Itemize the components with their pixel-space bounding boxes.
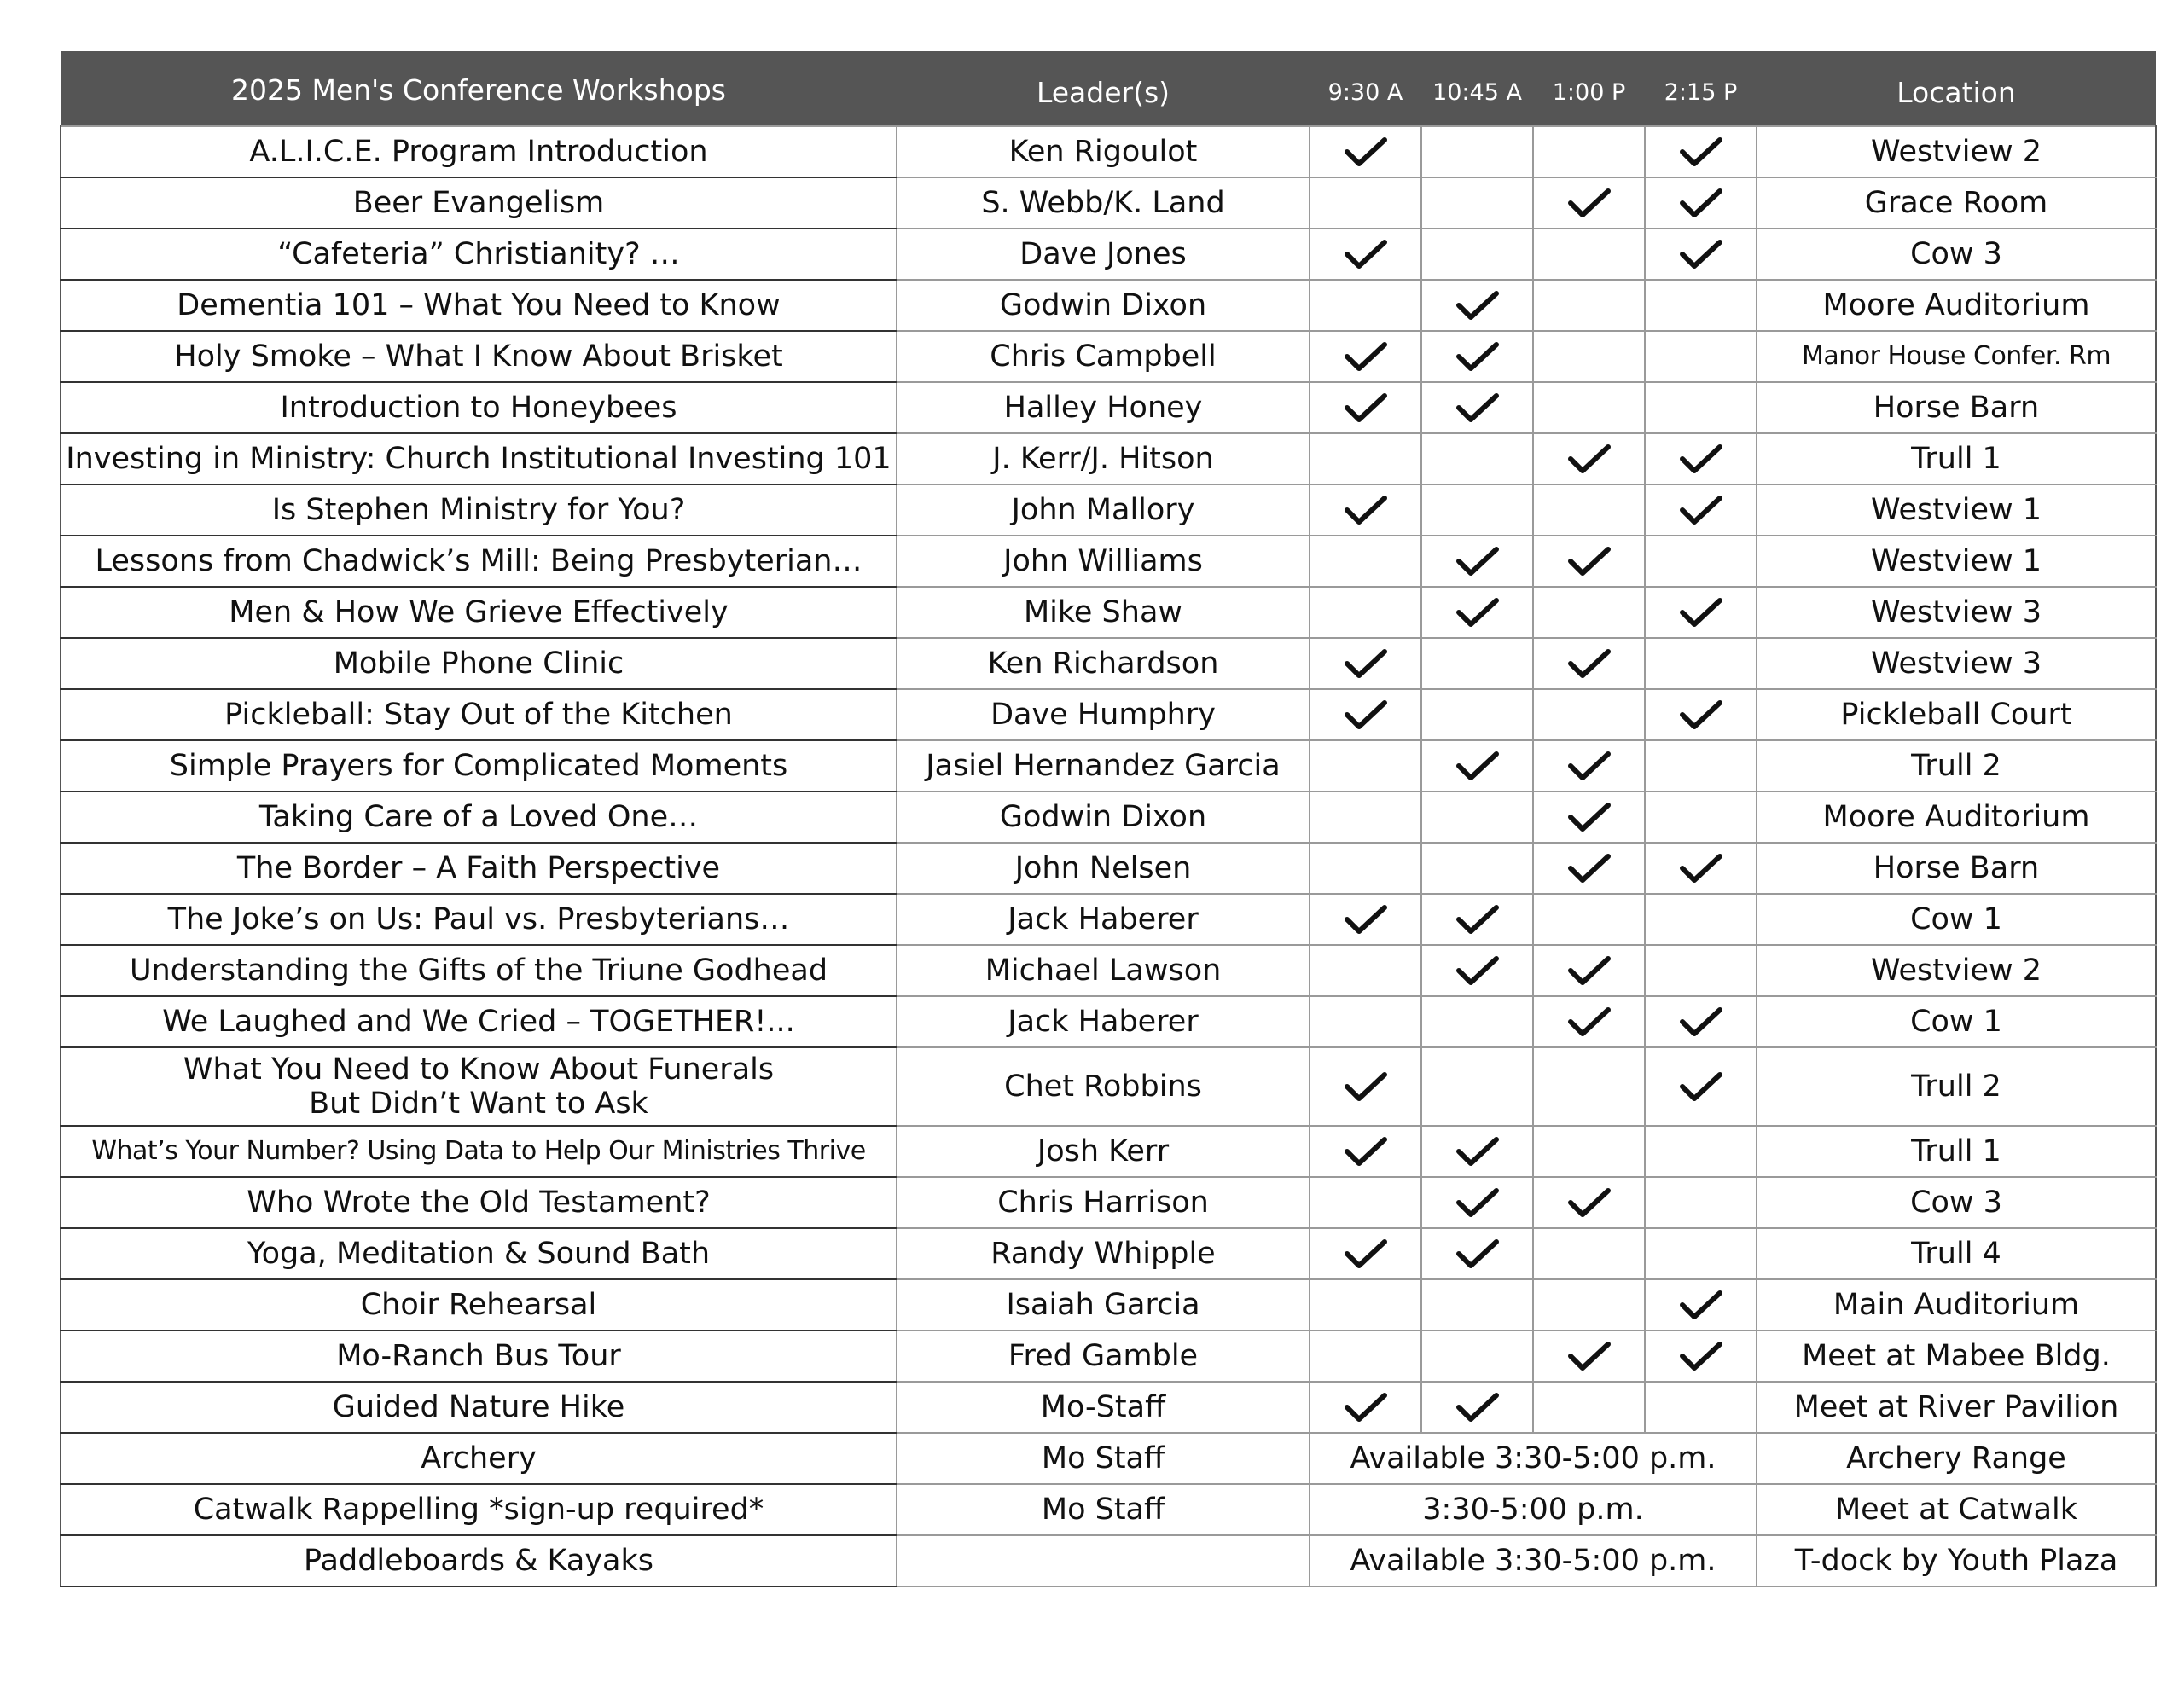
activity-title: Archery bbox=[61, 1433, 897, 1484]
workshop-title-line: What You Need to Know About Funerals bbox=[183, 1052, 775, 1087]
table-row bbox=[61, 638, 2156, 689]
time-slot-cell bbox=[1421, 689, 1533, 740]
checkmark-icon bbox=[1677, 491, 1725, 529]
time-slot-cell bbox=[1645, 1228, 1757, 1279]
workshop-location: Westview 1 bbox=[1757, 536, 2156, 587]
table-row bbox=[61, 843, 2156, 894]
workshop-title: Taking Care of a Loved One… bbox=[61, 791, 897, 843]
checkmark-icon bbox=[1342, 1235, 1390, 1272]
workshop-title: A.L.I.C.E. Program Introduction bbox=[61, 126, 897, 177]
time-slot-cell bbox=[1310, 1228, 1421, 1279]
time-slot-cell bbox=[1645, 843, 1757, 894]
time-slot-cell bbox=[1533, 1279, 1645, 1330]
time-slot-cell bbox=[1421, 894, 1533, 945]
time-slot-cell bbox=[1645, 1177, 1757, 1228]
activity-availability: 3:30-5:00 p.m. bbox=[1310, 1484, 1757, 1535]
time-column-header-1045: 10:45 A bbox=[1421, 51, 1533, 126]
checkmark-icon bbox=[1342, 901, 1390, 938]
workshop-leader: J. Kerr/J. Hitson bbox=[897, 433, 1310, 484]
time-slot-cell bbox=[1533, 587, 1645, 638]
time-slot-cell bbox=[1533, 1177, 1645, 1228]
checkmark-icon bbox=[1342, 1133, 1390, 1170]
checkmark-icon bbox=[1454, 594, 1502, 631]
time-slot-cell bbox=[1533, 843, 1645, 894]
time-slot-cell bbox=[1310, 1330, 1421, 1382]
workshop-leader: Chet Robbins bbox=[897, 1047, 1310, 1126]
time-slot-cell bbox=[1533, 1382, 1645, 1433]
checkmark-icon bbox=[1565, 645, 1613, 682]
time-slot-cell bbox=[1533, 331, 1645, 382]
time-slot-cell bbox=[1310, 740, 1421, 791]
activity-location: Meet at Catwalk bbox=[1757, 1484, 2156, 1535]
workshop-location: Westview 3 bbox=[1757, 587, 2156, 638]
workshop-location: Moore Auditorium bbox=[1757, 280, 2156, 331]
time-slot-cell bbox=[1645, 280, 1757, 331]
activity-availability: Available 3:30-5:00 p.m. bbox=[1310, 1433, 1757, 1484]
workshop-location: Horse Barn bbox=[1757, 843, 2156, 894]
checkmark-icon bbox=[1342, 235, 1390, 273]
time-slot-cell bbox=[1421, 1228, 1533, 1279]
time-slot-cell bbox=[1421, 638, 1533, 689]
time-slot-cell bbox=[1421, 331, 1533, 382]
activity-leader bbox=[897, 1535, 1310, 1586]
workshop-location: Trull 2 bbox=[1757, 740, 2156, 791]
time-slot-cell bbox=[1533, 945, 1645, 996]
time-slot-cell bbox=[1533, 382, 1645, 433]
workshop-title: “Cafeteria” Christianity? … bbox=[61, 229, 897, 280]
checkmark-icon bbox=[1677, 235, 1725, 273]
table-row bbox=[61, 229, 2156, 280]
time-slot-cell bbox=[1310, 484, 1421, 536]
activity-row bbox=[61, 1484, 2156, 1535]
time-slot-cell bbox=[1533, 229, 1645, 280]
workshop-title: Choir Rehearsal bbox=[61, 1279, 897, 1330]
workshop-location: Westview 3 bbox=[1757, 638, 2156, 689]
workshop-title: Holy Smoke – What I Know About Brisket bbox=[61, 331, 897, 382]
workshop-title: Beer Evangelism bbox=[61, 177, 897, 229]
time-slot-cell bbox=[1533, 536, 1645, 587]
checkmark-icon bbox=[1565, 952, 1613, 989]
time-slot-cell bbox=[1310, 1177, 1421, 1228]
workshop-location: Trull 4 bbox=[1757, 1228, 2156, 1279]
checkmark-icon bbox=[1565, 798, 1613, 836]
checkmark-icon bbox=[1454, 1184, 1502, 1221]
time-slot-cell bbox=[1421, 536, 1533, 587]
workshop-title: Men & How We Grieve Effectively bbox=[61, 587, 897, 638]
time-slot-cell bbox=[1421, 1330, 1533, 1382]
checkmark-icon bbox=[1677, 133, 1725, 171]
workshop-title: Investing in Ministry: Church Institutional Investing 101 bbox=[61, 433, 897, 484]
time-slot-cell bbox=[1310, 894, 1421, 945]
workshop-location: Trull 2 bbox=[1757, 1047, 2156, 1126]
time-slot-cell bbox=[1645, 177, 1757, 229]
time-slot-cell bbox=[1421, 1126, 1533, 1177]
checkmark-icon bbox=[1565, 1184, 1613, 1221]
table-row bbox=[61, 894, 2156, 945]
checkmark-icon bbox=[1454, 389, 1502, 426]
checkmark-icon bbox=[1342, 696, 1390, 733]
workshop-title: The Border – A Faith Perspective bbox=[61, 843, 897, 894]
workshop-title: Who Wrote the Old Testament? bbox=[61, 1177, 897, 1228]
workshop-title: We Laughed and We Cried – TOGETHER!... bbox=[61, 996, 897, 1047]
time-slot-cell bbox=[1310, 945, 1421, 996]
workshop-title: Dementia 101 – What You Need to Know bbox=[61, 280, 897, 331]
time-slot-cell bbox=[1533, 1126, 1645, 1177]
time-slot-cell bbox=[1533, 996, 1645, 1047]
time-slot-cell bbox=[1421, 1177, 1533, 1228]
workshop-location: Westview 2 bbox=[1757, 945, 2156, 996]
time-slot-cell bbox=[1645, 740, 1757, 791]
activity-availability: Available 3:30-5:00 p.m. bbox=[1310, 1535, 1757, 1586]
workshop-location: Trull 1 bbox=[1757, 433, 2156, 484]
time-slot-cell bbox=[1421, 177, 1533, 229]
checkmark-icon bbox=[1342, 491, 1390, 529]
time-slot-cell bbox=[1310, 331, 1421, 382]
time-slot-cell bbox=[1533, 740, 1645, 791]
time-slot-cell bbox=[1310, 126, 1421, 177]
checkmark-icon bbox=[1454, 1133, 1502, 1170]
time-slot-cell bbox=[1533, 1330, 1645, 1382]
checkmark-icon bbox=[1454, 901, 1502, 938]
time-slot-cell bbox=[1645, 331, 1757, 382]
workshop-leader: John Nelsen bbox=[897, 843, 1310, 894]
time-slot-cell bbox=[1310, 177, 1421, 229]
activity-leader: Mo Staff bbox=[897, 1484, 1310, 1535]
workshop-leader: Dave Jones bbox=[897, 229, 1310, 280]
time-slot-cell bbox=[1533, 689, 1645, 740]
table-row bbox=[61, 689, 2156, 740]
checkmark-icon bbox=[1454, 338, 1502, 375]
time-slot-cell bbox=[1645, 1330, 1757, 1382]
workshop-leader: Mike Shaw bbox=[897, 587, 1310, 638]
table-row bbox=[61, 1330, 2156, 1382]
workshop-leader: Jack Haberer bbox=[897, 894, 1310, 945]
table-row bbox=[61, 996, 2156, 1047]
activity-row bbox=[61, 1535, 2156, 1586]
table-row bbox=[61, 331, 2156, 382]
table-row bbox=[61, 280, 2156, 331]
workshop-title: Guided Nature Hike bbox=[61, 1382, 897, 1433]
workshop-leader: John Mallory bbox=[897, 484, 1310, 536]
checkmark-icon bbox=[1677, 696, 1725, 733]
workshop-title: Simple Prayers for Complicated Moments bbox=[61, 740, 897, 791]
checkmark-icon bbox=[1677, 1003, 1725, 1041]
time-slot-cell bbox=[1310, 433, 1421, 484]
time-slot-cell bbox=[1421, 280, 1533, 331]
time-slot-cell bbox=[1533, 791, 1645, 843]
workshop-title: Mobile Phone Clinic bbox=[61, 638, 897, 689]
time-slot-cell bbox=[1421, 843, 1533, 894]
table-row bbox=[61, 587, 2156, 638]
time-slot-cell bbox=[1310, 996, 1421, 1047]
workshop-location: Main Auditorium bbox=[1757, 1279, 2156, 1330]
time-slot-cell bbox=[1533, 433, 1645, 484]
workshop-leader: Randy Whipple bbox=[897, 1228, 1310, 1279]
activity-location: T-dock by Youth Plaza bbox=[1757, 1535, 2156, 1586]
checkmark-icon bbox=[1677, 1068, 1725, 1105]
checkmark-icon bbox=[1677, 184, 1725, 222]
workshop-leader: John Williams bbox=[897, 536, 1310, 587]
time-slot-cell bbox=[1533, 638, 1645, 689]
checkmark-icon bbox=[1565, 747, 1613, 785]
time-slot-cell bbox=[1645, 791, 1757, 843]
time-slot-cell bbox=[1310, 382, 1421, 433]
time-slot-cell bbox=[1421, 945, 1533, 996]
time-slot-cell bbox=[1310, 843, 1421, 894]
time-slot-cell bbox=[1645, 536, 1757, 587]
workshop-location: Westview 2 bbox=[1757, 126, 2156, 177]
workshop-title: Mo-Ranch Bus Tour bbox=[61, 1330, 897, 1382]
workshop-location: Cow 3 bbox=[1757, 1177, 2156, 1228]
workshop-leader: Halley Honey bbox=[897, 382, 1310, 433]
time-slot-cell bbox=[1421, 1382, 1533, 1433]
table-row bbox=[61, 484, 2156, 536]
time-slot-cell bbox=[1310, 1382, 1421, 1433]
time-slot-cell bbox=[1645, 587, 1757, 638]
time-slot-cell bbox=[1421, 1279, 1533, 1330]
checkmark-icon bbox=[1454, 287, 1502, 324]
time-slot-cell bbox=[1310, 587, 1421, 638]
table-row bbox=[61, 177, 2156, 229]
workshop-location: Cow 1 bbox=[1757, 894, 2156, 945]
table-row bbox=[61, 1279, 2156, 1330]
checkmark-icon bbox=[1454, 1388, 1502, 1426]
location-column-header: Location bbox=[1757, 51, 2156, 126]
time-slot-cell bbox=[1533, 1228, 1645, 1279]
checkmark-icon bbox=[1677, 849, 1725, 887]
checkmark-icon bbox=[1677, 440, 1725, 478]
time-slot-cell bbox=[1421, 433, 1533, 484]
checkmark-icon bbox=[1342, 645, 1390, 682]
leader-column-header: Leader(s) bbox=[897, 51, 1310, 126]
table-row bbox=[61, 126, 2156, 177]
workshop-leader: Josh Kerr bbox=[897, 1126, 1310, 1177]
checkmark-icon bbox=[1677, 1286, 1725, 1324]
checkmark-icon bbox=[1565, 440, 1613, 478]
workshop-title: Pickleball: Stay Out of the Kitchen bbox=[61, 689, 897, 740]
time-slot-cell bbox=[1533, 126, 1645, 177]
table-row bbox=[61, 1382, 2156, 1433]
checkmark-icon bbox=[1342, 338, 1390, 375]
time-slot-cell bbox=[1310, 280, 1421, 331]
workshop-leader: Chris Harrison bbox=[897, 1177, 1310, 1228]
checkmark-icon bbox=[1454, 952, 1502, 989]
workshop-leader: S. Webb/K. Land bbox=[897, 177, 1310, 229]
checkmark-icon bbox=[1454, 747, 1502, 785]
checkmark-icon bbox=[1565, 1003, 1613, 1041]
workshop-title: Lessons from Chadwick’s Mill: Being Presbyterian… bbox=[61, 536, 897, 587]
time-slot-cell bbox=[1310, 1047, 1421, 1126]
time-slot-cell bbox=[1421, 484, 1533, 536]
workshop-leader: Godwin Dixon bbox=[897, 791, 1310, 843]
time-slot-cell bbox=[1310, 791, 1421, 843]
workshop-title: Understanding the Gifts of the Triune Godhead bbox=[61, 945, 897, 996]
time-slot-cell bbox=[1310, 1126, 1421, 1177]
time-slot-cell bbox=[1421, 587, 1533, 638]
workshop-title bbox=[61, 1047, 897, 1126]
time-slot-cell bbox=[1645, 638, 1757, 689]
activity-title: Catwalk Rappelling *sign-up required* bbox=[61, 1484, 897, 1535]
table-row bbox=[61, 1177, 2156, 1228]
checkmark-icon bbox=[1565, 542, 1613, 580]
table-row bbox=[61, 382, 2156, 433]
time-slot-cell bbox=[1310, 689, 1421, 740]
workshop-location: Meet at Mabee Bldg. bbox=[1757, 1330, 2156, 1382]
time-slot-cell bbox=[1421, 382, 1533, 433]
workshop-location: Moore Auditorium bbox=[1757, 791, 2156, 843]
schedule-body bbox=[61, 126, 2156, 1586]
time-slot-cell bbox=[1645, 382, 1757, 433]
table-row bbox=[61, 1126, 2156, 1177]
time-column-header-1300: 1:00 P bbox=[1533, 51, 1645, 126]
time-slot-cell bbox=[1310, 638, 1421, 689]
workshop-schedule-table bbox=[60, 51, 2157, 1587]
workshop-title-line: But Didn’t Want to Ask bbox=[309, 1087, 648, 1121]
time-column-header-0930: 9:30 A bbox=[1310, 51, 1421, 126]
workshop-leader: Mo-Staff bbox=[897, 1382, 1310, 1433]
table-title: 2025 Men's Conference Workshops bbox=[61, 51, 897, 126]
activity-leader: Mo Staff bbox=[897, 1433, 1310, 1484]
workshop-location: Westview 1 bbox=[1757, 484, 2156, 536]
table-row bbox=[61, 1228, 2156, 1279]
checkmark-icon bbox=[1342, 1068, 1390, 1105]
workshop-location: Cow 3 bbox=[1757, 229, 2156, 280]
time-slot-cell bbox=[1310, 1279, 1421, 1330]
time-slot-cell bbox=[1645, 1047, 1757, 1126]
activity-row bbox=[61, 1433, 2156, 1484]
table-row bbox=[61, 536, 2156, 587]
time-slot-cell bbox=[1310, 229, 1421, 280]
time-slot-cell bbox=[1645, 996, 1757, 1047]
workshop-title: Is Stephen Ministry for You? bbox=[61, 484, 897, 536]
time-slot-cell bbox=[1645, 126, 1757, 177]
workshop-leader: Isaiah Garcia bbox=[897, 1279, 1310, 1330]
time-slot-cell bbox=[1645, 433, 1757, 484]
time-slot-cell bbox=[1421, 996, 1533, 1047]
workshop-location: Meet at River Pavilion bbox=[1757, 1382, 2156, 1433]
time-slot-cell bbox=[1421, 791, 1533, 843]
workshop-location: Manor House Confer. Rm bbox=[1757, 331, 2156, 382]
table-row bbox=[61, 791, 2156, 843]
workshop-location: Horse Barn bbox=[1757, 382, 2156, 433]
time-slot-cell bbox=[1421, 1047, 1533, 1126]
workshop-leader: Dave Humphry bbox=[897, 689, 1310, 740]
workshop-title: Introduction to Honeybees bbox=[61, 382, 897, 433]
time-slot-cell bbox=[1645, 1382, 1757, 1433]
workshop-leader: Chris Campbell bbox=[897, 331, 1310, 382]
workshop-leader: Jack Haberer bbox=[897, 996, 1310, 1047]
workshop-location: Trull 1 bbox=[1757, 1126, 2156, 1177]
time-slot-cell bbox=[1310, 536, 1421, 587]
time-slot-cell bbox=[1533, 1047, 1645, 1126]
checkmark-icon bbox=[1342, 1388, 1390, 1426]
table-row bbox=[61, 740, 2156, 791]
time-slot-cell bbox=[1645, 229, 1757, 280]
workshop-leader: Michael Lawson bbox=[897, 945, 1310, 996]
time-slot-cell bbox=[1533, 177, 1645, 229]
time-column-header-1415: 2:15 P bbox=[1645, 51, 1757, 126]
workshop-location: Pickleball Court bbox=[1757, 689, 2156, 740]
time-slot-cell bbox=[1533, 484, 1645, 536]
workshop-title: The Joke’s on Us: Paul vs. Presbyterians… bbox=[61, 894, 897, 945]
activity-title: Paddleboards & Kayaks bbox=[61, 1535, 897, 1586]
workshop-leader: Fred Gamble bbox=[897, 1330, 1310, 1382]
time-slot-cell bbox=[1645, 1279, 1757, 1330]
table-row bbox=[61, 1047, 2156, 1126]
workshop-title: What’s Your Number? Using Data to Help Our Ministries Thrive bbox=[61, 1126, 897, 1177]
checkmark-icon bbox=[1677, 594, 1725, 631]
time-slot-cell bbox=[1421, 740, 1533, 791]
time-slot-cell bbox=[1645, 484, 1757, 536]
workshop-title: Yoga, Meditation & Sound Bath bbox=[61, 1228, 897, 1279]
workshop-leader: Ken Richardson bbox=[897, 638, 1310, 689]
checkmark-icon bbox=[1565, 184, 1613, 222]
time-slot-cell bbox=[1533, 280, 1645, 331]
table-row bbox=[61, 945, 2156, 996]
time-slot-cell bbox=[1645, 894, 1757, 945]
workshop-location: Cow 1 bbox=[1757, 996, 2156, 1047]
time-slot-cell bbox=[1533, 894, 1645, 945]
workshop-leader: Ken Rigoulot bbox=[897, 126, 1310, 177]
checkmark-icon bbox=[1454, 542, 1502, 580]
checkmark-icon bbox=[1677, 1337, 1725, 1375]
time-slot-cell bbox=[1645, 1126, 1757, 1177]
checkmark-icon bbox=[1342, 133, 1390, 171]
workshop-leader: Jasiel Hernandez Garcia bbox=[897, 740, 1310, 791]
checkmark-icon bbox=[1454, 1235, 1502, 1272]
time-slot-cell bbox=[1421, 126, 1533, 177]
checkmark-icon bbox=[1342, 389, 1390, 426]
activity-location: Archery Range bbox=[1757, 1433, 2156, 1484]
time-slot-cell bbox=[1645, 689, 1757, 740]
time-slot-cell bbox=[1421, 229, 1533, 280]
checkmark-icon bbox=[1565, 1337, 1613, 1375]
table-row bbox=[61, 433, 2156, 484]
time-slot-cell bbox=[1645, 945, 1757, 996]
checkmark-icon bbox=[1565, 849, 1613, 887]
header-row bbox=[61, 51, 2156, 126]
workshop-leader: Godwin Dixon bbox=[897, 280, 1310, 331]
workshop-location: Grace Room bbox=[1757, 177, 2156, 229]
